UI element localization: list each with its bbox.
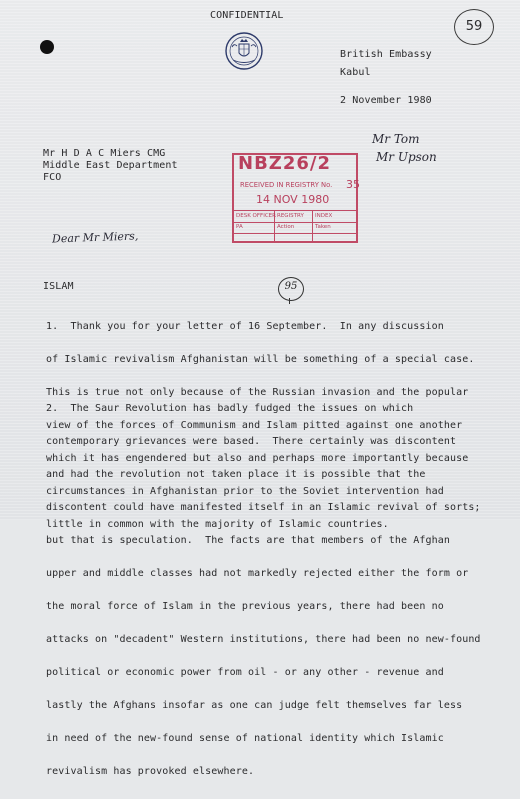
stamp-cell: REGISTRY [277, 213, 304, 219]
text-line: upper and middle classes had not markedly rejected either the form or [46, 568, 469, 579]
reference-number: 95 [284, 281, 298, 292]
handwritten-salutation: Dear Mr Miers, [51, 229, 139, 246]
stamp-cell: Action [277, 224, 295, 230]
text-line: the moral force of Islam in the previous years, there had been no [46, 601, 444, 612]
text-line: little in common with the majority of Islamic countries. [46, 519, 389, 530]
stamp-grid [234, 210, 356, 241]
text-line: 1. Thank you for your letter of 16 September. In any discussion [46, 321, 444, 332]
subject-heading: ISLAM [43, 281, 74, 292]
handwritten-margin-note: Mr Upson [376, 150, 437, 164]
stamp-received-label: RECEIVED IN REGISTRY No. [240, 181, 333, 189]
sender-city: Kabul [340, 67, 371, 78]
text-line: This is true not only because of the Russian invasion and the popular [46, 387, 469, 398]
sender-embassy: British Embassy [340, 49, 432, 60]
stamp-cell: DESK OFFICER [236, 213, 276, 219]
text-line: circumstances in Afghanistan prior to the Soviet intervention had [46, 486, 444, 497]
stamp-date: 14 NOV 1980 [256, 193, 330, 206]
reference-number-circle [278, 277, 304, 301]
stamp-cell: PA [236, 224, 243, 230]
letter-date: 2 November 1980 [340, 95, 432, 106]
classification-marking: CONFIDENTIAL [210, 10, 284, 21]
text-line: attacks on "decadent" Western institutions, there had been no new-found [46, 634, 481, 645]
punch-hole [40, 40, 54, 54]
addressee-department: Middle East Department [43, 160, 178, 171]
paragraph-2 [46, 381, 481, 799]
stamp-registry-number: 35 [346, 178, 360, 191]
text-line: which it has engendered but also and perhaps more importantly because [46, 453, 469, 464]
text-line: contemporary grievances were based. There certainly was discontent [46, 436, 457, 447]
text-line: political or economic power from oil - or any other - revenue and [46, 667, 444, 678]
text-line: revivalism has provoked elsewhere. [46, 766, 255, 777]
text-line: but that is speculation. The facts are that members of the Afghan [46, 535, 450, 546]
text-line: lastly the Afghans insofar as one can judge felt themselves far less [46, 700, 463, 711]
addressee-name: Mr H D A C Miers CMG [43, 148, 166, 159]
text-line: and had the revolution not taken place it is possible that the [46, 469, 426, 480]
stamp-cell: INDEX [315, 213, 333, 219]
text-line: discontent could have manifested itself in an Islamic revival of sorts; [46, 502, 481, 513]
text-line: in need of the new-found sense of national identity which Islamic [46, 733, 444, 744]
stamp-cell: Taken [315, 224, 331, 230]
page-number: 59 [465, 19, 483, 34]
registry-stamp [232, 153, 358, 243]
text-line: of Islamic revivalism Afghanistan will be something of a special case. [46, 354, 475, 365]
addressee-office: FCO [43, 172, 62, 183]
page-number-circle [454, 9, 494, 45]
handwritten-margin-note: Mr Tom [372, 132, 420, 146]
text-line: view of the forces of Communism and Islam pitted against one another [46, 420, 463, 431]
text-line: 2. The Saur Revolution has badly fudged the issues on which [46, 403, 414, 414]
royal-crest-emblem [223, 30, 265, 72]
stamp-reference: NBZ26/2 [238, 153, 331, 174]
